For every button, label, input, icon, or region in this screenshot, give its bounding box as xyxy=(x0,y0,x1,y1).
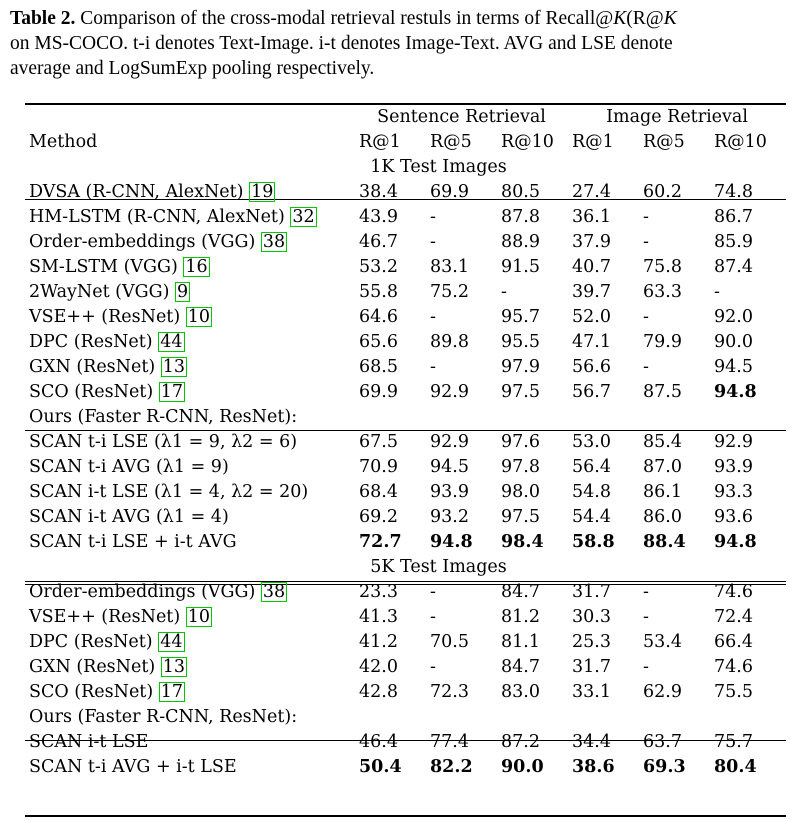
section-title-5k: 5K Test Images xyxy=(370,557,507,577)
value-cell: 46.7 xyxy=(359,232,398,252)
value-cell: - xyxy=(430,307,436,327)
citation-link[interactable]: 38 xyxy=(262,582,286,602)
value-cell: 87.0 xyxy=(643,457,682,477)
value-cell: 39.7 xyxy=(572,282,611,302)
method-cell xyxy=(25,455,355,480)
method-name: SCAN i-t LSE xyxy=(29,732,149,752)
value-cell: 98.4 xyxy=(501,532,544,552)
method-cell xyxy=(25,280,355,305)
value-cell: 84.7 xyxy=(501,657,540,677)
citation-link[interactable]: 44 xyxy=(160,332,183,352)
value-cell: 94.8 xyxy=(430,532,473,552)
value-cell: 75.7 xyxy=(714,732,753,752)
value-cell: - xyxy=(430,582,436,602)
value-cell: - xyxy=(501,282,507,302)
value-cell: - xyxy=(430,207,436,227)
value-cell: 56.7 xyxy=(572,382,611,402)
value-cell: 97.6 xyxy=(501,432,540,452)
col-header: R@1 xyxy=(359,132,401,152)
col-header: R@5 xyxy=(643,132,685,152)
value-cell: 97.5 xyxy=(501,507,540,527)
method-name: HM-LSTM (R-CNN, AlexNet) xyxy=(29,207,285,227)
ours-label: Ours (Faster R-CNN, ResNet): xyxy=(29,707,298,727)
method-cell xyxy=(25,430,355,455)
method-name: SM-LSTM (VGG) xyxy=(29,257,178,277)
value-cell: 93.9 xyxy=(714,457,753,477)
citation-link[interactable]: 16 xyxy=(185,257,208,277)
value-cell: - xyxy=(714,282,720,302)
value-cell: 82.2 xyxy=(430,757,473,777)
table-row xyxy=(25,330,786,355)
value-cell: 69.9 xyxy=(359,382,398,402)
method-name: SCAN t-i AVG xyxy=(29,457,151,477)
value-cell: 74.6 xyxy=(714,657,753,677)
caption-line-1 xyxy=(10,6,791,31)
value-cell: 65.6 xyxy=(359,332,398,352)
method-cell xyxy=(25,655,355,680)
value-cell: 75.8 xyxy=(643,257,682,277)
method-name: DPC (ResNet) xyxy=(29,632,153,652)
caption-line-3: average and LogSumExp pooling respectively. xyxy=(10,58,375,79)
method-cell xyxy=(25,505,355,530)
table-row xyxy=(25,655,786,680)
bottom-rule xyxy=(25,815,786,817)
value-cell: 91.5 xyxy=(501,257,540,277)
value-cell: 46.4 xyxy=(359,732,398,752)
group-sentence-retrieval: Sentence Retrieval xyxy=(377,107,546,127)
method-name: DPC (ResNet) xyxy=(29,332,153,352)
citation-link[interactable]: 38 xyxy=(262,232,286,252)
value-cell: 53.0 xyxy=(572,432,611,452)
value-cell: 88.4 xyxy=(643,532,686,552)
value-cell: 97.5 xyxy=(501,382,540,402)
value-cell: 42.8 xyxy=(359,682,398,702)
value-cell: - xyxy=(643,357,649,377)
value-cell: 58.8 xyxy=(572,532,615,552)
method-cell xyxy=(25,730,355,755)
value-cell: 53.4 xyxy=(643,632,682,652)
method-cell xyxy=(25,230,355,255)
value-cell: 37.9 xyxy=(572,232,611,252)
caption-text: Comparison of the cross-modal retrieval restuls in terms of Recall@ xyxy=(80,8,614,29)
value-cell: 94.5 xyxy=(430,457,469,477)
value-cell: 64.6 xyxy=(359,307,398,327)
value-cell: 62.9 xyxy=(643,682,682,702)
value-cell: 92.9 xyxy=(714,432,753,452)
citation-link[interactable]: 17 xyxy=(160,682,184,702)
method-cell xyxy=(25,355,355,380)
table-row xyxy=(25,380,786,405)
value-cell: - xyxy=(643,232,649,252)
value-cell: 42.0 xyxy=(359,657,398,677)
value-cell: 40.7 xyxy=(572,257,611,277)
table-row xyxy=(25,630,786,655)
value-cell: 55.8 xyxy=(359,282,398,302)
table-row xyxy=(25,605,786,630)
value-cell: - xyxy=(430,607,436,627)
method-cell xyxy=(25,255,355,280)
table-row xyxy=(25,180,786,205)
value-cell: 47.1 xyxy=(572,332,611,352)
value-cell: 31.7 xyxy=(572,657,611,677)
value-cell: 87.4 xyxy=(714,257,753,277)
value-cell: - xyxy=(643,307,649,327)
value-cell: 69.9 xyxy=(430,182,469,202)
value-cell: 83.0 xyxy=(501,682,540,702)
citation-link[interactable]: 10 xyxy=(187,307,211,327)
value-cell: 23.3 xyxy=(359,582,398,602)
value-cell: 81.1 xyxy=(501,632,540,652)
value-cell: 66.4 xyxy=(714,632,753,652)
method-cell xyxy=(25,305,355,330)
value-cell: 84.7 xyxy=(501,582,540,602)
value-cell: 97.8 xyxy=(501,457,540,477)
table-row xyxy=(25,680,786,705)
ours-label-row-5k xyxy=(25,705,786,730)
value-cell: 95.5 xyxy=(501,332,540,352)
value-cell: 54.4 xyxy=(572,507,611,527)
method-name: GXN (ResNet) xyxy=(29,657,156,677)
value-cell: 95.7 xyxy=(501,307,540,327)
value-cell: 41.3 xyxy=(359,607,398,627)
value-cell: 86.0 xyxy=(643,507,682,527)
value-cell: 85.4 xyxy=(643,432,682,452)
table-row xyxy=(25,755,786,780)
value-cell: 92.0 xyxy=(714,307,753,327)
value-cell: 93.9 xyxy=(430,482,469,502)
table-row xyxy=(25,455,786,480)
method-cell xyxy=(25,380,355,405)
method-cell xyxy=(25,630,355,655)
method-cell xyxy=(25,530,355,555)
value-cell: 94.8 xyxy=(714,532,757,552)
value-cell: - xyxy=(430,657,436,677)
value-cell: 68.4 xyxy=(359,482,398,502)
value-cell: - xyxy=(643,657,649,677)
table-row xyxy=(25,255,786,280)
column-header-row xyxy=(25,130,786,155)
value-cell: 85.9 xyxy=(714,232,753,252)
value-cell: 72.4 xyxy=(714,607,753,627)
value-cell: 83.1 xyxy=(430,257,469,277)
method-name: SCAN t-i LSE xyxy=(29,432,149,452)
value-cell: 67.5 xyxy=(359,432,398,452)
value-cell: 86.7 xyxy=(714,207,753,227)
table-row xyxy=(25,480,786,505)
method-name: SCAN t-i AVG + i-t LSE xyxy=(29,757,237,777)
method-cell xyxy=(25,480,355,505)
citation-link[interactable]: 19 xyxy=(251,182,274,202)
ours-label: Ours (Faster R-CNN, ResNet): xyxy=(29,407,298,427)
table-row xyxy=(25,305,786,330)
method-params: (λ1 = 9) xyxy=(155,457,229,477)
value-cell: 97.9 xyxy=(501,357,540,377)
value-cell: 34.4 xyxy=(572,732,611,752)
value-cell: 60.2 xyxy=(643,182,682,202)
method-params: (λ1 = 9, λ2 = 6) xyxy=(153,432,298,452)
value-cell: 90.0 xyxy=(714,332,753,352)
value-cell: 53.2 xyxy=(359,257,398,277)
value-cell: 79.9 xyxy=(643,332,682,352)
value-cell: 36.1 xyxy=(572,207,611,227)
caption-k2: K xyxy=(663,8,677,29)
value-cell: 92.9 xyxy=(430,382,469,402)
value-cell: 63.7 xyxy=(643,732,682,752)
value-cell: 70.5 xyxy=(430,632,469,652)
value-cell: 75.5 xyxy=(714,682,753,702)
table-row xyxy=(25,230,786,255)
value-cell: 88.9 xyxy=(501,232,540,252)
value-cell: 70.9 xyxy=(359,457,398,477)
value-cell: 27.4 xyxy=(572,182,611,202)
method-name: SCAN t-i LSE + i-t AVG xyxy=(29,532,237,552)
value-cell: 74.8 xyxy=(714,182,753,202)
group-image-retrieval: Image Retrieval xyxy=(606,107,748,127)
value-cell: 56.4 xyxy=(572,457,611,477)
value-cell: 93.3 xyxy=(714,482,753,502)
table-row xyxy=(25,530,786,555)
value-cell: 86.1 xyxy=(643,482,682,502)
method-name: VSE++ (ResNet) xyxy=(29,307,181,327)
value-cell: 93.6 xyxy=(714,507,753,527)
section-row-5k xyxy=(25,555,786,580)
value-cell: 72.3 xyxy=(430,682,469,702)
method-name: SCAN i-t AVG xyxy=(29,507,151,527)
table-row xyxy=(25,730,786,755)
value-cell: - xyxy=(643,582,649,602)
col-header: R@5 xyxy=(430,132,472,152)
value-cell: 43.9 xyxy=(359,207,398,227)
value-cell: - xyxy=(643,607,649,627)
value-cell: 56.6 xyxy=(572,357,611,377)
section-row-1k xyxy=(25,155,786,180)
citation-link[interactable]: 9 xyxy=(177,282,189,302)
value-cell: 89.8 xyxy=(430,332,469,352)
table-row xyxy=(25,205,786,230)
table-row xyxy=(25,430,786,455)
value-cell: 69.2 xyxy=(359,507,398,527)
col-header: R@10 xyxy=(714,132,767,152)
value-cell: 38.6 xyxy=(572,757,615,777)
value-cell: 68.5 xyxy=(359,357,398,377)
value-cell: 74.6 xyxy=(714,582,753,602)
table-row xyxy=(25,280,786,305)
value-cell: 94.8 xyxy=(714,382,757,402)
table-caption xyxy=(10,6,791,81)
value-cell: 33.1 xyxy=(572,682,611,702)
method-params: (λ1 = 4) xyxy=(155,507,229,527)
caption-k: K xyxy=(613,8,627,29)
value-cell: 80.5 xyxy=(501,182,540,202)
value-cell: 92.9 xyxy=(430,432,469,452)
method-name: Order-embeddings (VGG) xyxy=(29,232,256,252)
value-cell: 87.2 xyxy=(501,732,540,752)
value-cell: 31.7 xyxy=(572,582,611,602)
value-cell: 69.3 xyxy=(643,757,686,777)
citation-link[interactable]: 44 xyxy=(160,632,183,652)
citation-link[interactable]: 10 xyxy=(187,607,211,627)
col-header: R@10 xyxy=(501,132,554,152)
value-cell: 77.4 xyxy=(430,732,469,752)
table-row xyxy=(25,580,786,605)
method-cell xyxy=(25,680,355,705)
method-name: VSE++ (ResNet) xyxy=(29,607,181,627)
citation-link[interactable]: 32 xyxy=(292,207,315,227)
table-row xyxy=(25,355,786,380)
method-cell xyxy=(25,580,355,605)
method-cell xyxy=(25,180,355,205)
value-cell: 75.2 xyxy=(430,282,469,302)
value-cell: 81.2 xyxy=(501,607,540,627)
value-cell: - xyxy=(430,357,436,377)
method-name: GXN (ResNet) xyxy=(29,357,156,377)
group-header-row xyxy=(25,105,786,130)
method-name: Order-embeddings (VGG) xyxy=(29,582,256,602)
method-cell xyxy=(25,330,355,355)
value-cell: - xyxy=(430,232,436,252)
value-cell: 52.0 xyxy=(572,307,611,327)
value-cell: 90.0 xyxy=(501,757,544,777)
method-name: SCAN i-t LSE xyxy=(29,482,149,502)
results-table-body xyxy=(25,105,786,780)
citation-link[interactable]: 13 xyxy=(162,357,186,377)
method-cell xyxy=(25,605,355,630)
value-cell: 54.8 xyxy=(572,482,611,502)
method-name: SCO (ResNet) xyxy=(29,382,154,402)
method-params: (λ1 = 4, λ2 = 20) xyxy=(153,482,309,502)
method-name: 2WayNet (VGG) xyxy=(29,282,170,302)
section-title-1k: 1K Test Images xyxy=(370,157,507,177)
value-cell: 25.3 xyxy=(572,632,611,652)
caption-tail: (R@ xyxy=(626,8,664,29)
caption-label: Table 2. xyxy=(10,8,76,29)
value-cell: 87.8 xyxy=(501,207,540,227)
value-cell: 98.0 xyxy=(501,482,540,502)
value-cell: 94.5 xyxy=(714,357,753,377)
value-cell: 50.4 xyxy=(359,757,402,777)
citation-link[interactable]: 17 xyxy=(160,382,184,402)
value-cell: 38.4 xyxy=(359,182,398,202)
value-cell: 41.2 xyxy=(359,632,398,652)
value-cell: 87.5 xyxy=(643,382,682,402)
value-cell: 30.3 xyxy=(572,607,611,627)
value-cell: - xyxy=(643,207,649,227)
value-cell: 72.7 xyxy=(359,532,402,552)
method-cell xyxy=(25,755,355,780)
value-cell: 80.4 xyxy=(714,757,757,777)
method-name: DVSA (R-CNN, AlexNet) xyxy=(29,182,244,202)
method-cell xyxy=(25,205,355,230)
ours-label-row-1k xyxy=(25,405,786,430)
table-row xyxy=(25,505,786,530)
citation-link[interactable]: 13 xyxy=(162,657,186,677)
results-table xyxy=(25,105,786,780)
method-header: Method xyxy=(29,132,98,152)
value-cell: 93.2 xyxy=(430,507,469,527)
caption-line-2: on MS-COCO. t-i denotes Text-Image. i-t denotes Image-Text. AVG and LSE denote xyxy=(10,33,673,54)
col-header: R@1 xyxy=(572,132,614,152)
method-name: SCO (ResNet) xyxy=(29,682,154,702)
value-cell: 63.3 xyxy=(643,282,682,302)
